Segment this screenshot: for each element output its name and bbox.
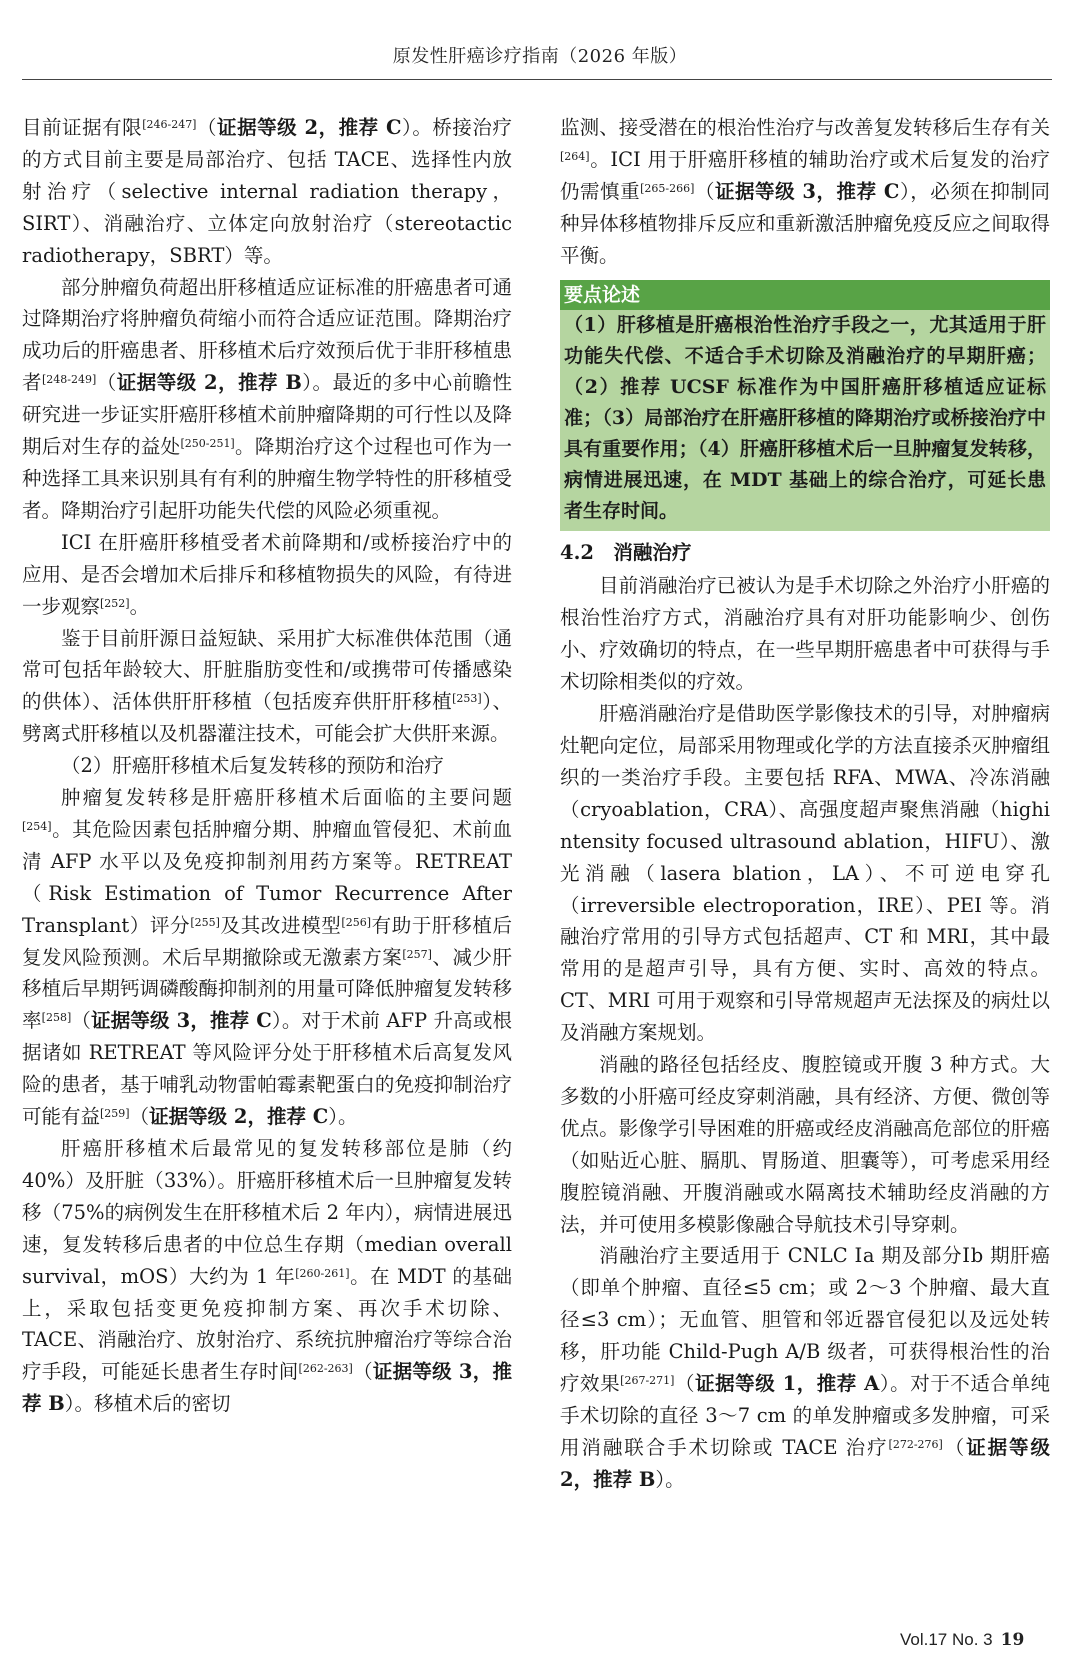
left-paragraph-2: 部分肿瘤负荷超出肝移植适应证标准的肝癌患者可通过降期治疗将肿瘤负荷缩小而符合适应证范围。降期治疗成功后的肝癌患者、肝移植术后疗效预后优于非肝移植患者[248-249]（证据等级 2，推荐 B）。最近的多中心前瞻性研究进一步证实肝癌肝移植术前肿瘤降期的可行性以及降期后对生存的益处[250-251]。降期治疗这个过程也可作为一种选择工具来识别具有有利的肿瘤生物学特性的肝移植受者。降期治疗引起肝功能失代偿的风险必须重视。	[22, 275, 512, 522]
evidence-level: 证据等级 3，推荐 C	[714, 179, 900, 203]
citation: [260-261]	[295, 1266, 350, 1280]
citation: [256]	[341, 915, 371, 929]
citation: [253]	[452, 692, 482, 706]
right-paragraph-4: 消融的路径包括经皮、腹腔镜或开腹 3 种方式。大多数的小肝癌可经皮穿刺消融，具有经济、方便、微创等优点。影像学引导困难的肝癌或经皮消融高危部位的肝癌（如贴近心脏、膈肌、胃肠道、胆囊等），可考虑采用经腹腔镜消融、开腹消融或水隔离技术辅助经皮消融的方法，并可使用多模影像融合导航技术引导穿刺。	[560, 1053, 1050, 1236]
citation: [259]	[100, 1107, 130, 1121]
citation: [267-271]	[620, 1374, 675, 1388]
evidence-level: 证据等级 2，推荐 C	[217, 116, 402, 139]
evidence-level: 证据等级 3，推荐 C	[91, 1009, 272, 1033]
right-column	[560, 112, 1050, 1496]
page-header	[0, 0, 1080, 80]
right-paragraph-1: 监测、接受潜在的根治性治疗与改善复发转移后生存有关[264]。ICI 用于肝癌肝移植的辅助治疗或术后复发的治疗仍需慎重[265-266]（证据等级 3，推荐 C），必须在抑制同种异体移植物排斥反应和重新激活肿瘤免疫反应之间取得平衡。	[560, 116, 1050, 267]
left-paragraph-7: 肝癌肝移植术后最常见的复发转移部位是肺（约 40%）及肝脏（33%）。肝癌肝移植术后一旦肿瘤复发转移（75%的病例发生在肝移植术后 2 年内），病情进展迅速，复发转移后患者的中位总生存期（median overall survival，mOS）大约为 1 年[260-261]。在 MDT 的基础上，采取包括变更免疫抑制方案、再次手术切除、TACE、消融治疗、放射治疗、系统抗肿瘤治疗等综合治疗手段，可能延长患者生存时间[262-263]（证据等级 3，推荐 B）。移植术后的密切	[22, 1137, 512, 1416]
citation: [258]	[41, 1011, 72, 1025]
header-rule	[22, 79, 1052, 80]
evidence-level: 证据等级 2，推荐 C	[149, 1105, 329, 1129]
section-heading: 4.2 消融治疗	[560, 540, 692, 564]
left-paragraph-6: 肿瘤复发转移是肝癌肝移植术后面临的主要问题[254]。其危险因素包括肿瘤分期、肿瘤血管侵犯、术前血清 AFP 水平以及免疫抑制剂用药方案等。RETREAT（Risk Estimation of Tumor Recurrence After Transplant）评分[255]及其改进模型[256]有助于肝移植后复发风险预测。术后早期撤除或无激素方案[257]、减少肝移植后早期钙调磷酸酶抑制剂的用量可降低肿瘤复发转移率[258]（证据等级 3，推荐 C）。对于术前 AFP 升高或根据诸如 RETREAT 等风险评分处于肝移植术后高复发风险的患者，基于哺乳动物雷帕霉素靶蛋白的免疫抑制治疗可能有益[259]（证据等级 2，推荐 C）。	[22, 786, 512, 1129]
citation: [254]	[22, 819, 52, 833]
evidence-level: 证据等级 2，推荐 B	[116, 371, 302, 395]
citation: [246-247]	[142, 118, 197, 131]
left-column	[22, 112, 512, 1420]
journal-volume: Vol.17 No. 3	[900, 1630, 993, 1649]
citation: [272-276]	[888, 1437, 943, 1451]
citation: [255]	[190, 915, 220, 929]
right-paragraph-3: 肝癌消融治疗是借助医学影像技术的引导，对肿瘤病灶靶向定位，局部采用物理或化学的方法直接杀灭肿瘤组织的一类治疗手段。主要包括 RFA、MWA、冷冻消融（cryoablation，CRA）、高强度超声聚焦消融（highi ntensity focused ultrasound ablation，HIFU）、激光消融（lasera blation，LA）、不可逆电穿孔（irreversible electroporation，IRE）、PEI 等。消融治疗常用的引导方式包括超声、CT 和 MRI，其中最常用的是超声引导，具有方便、实时、高效的特点。CT、MRI 可用于观察和引导常规超声无法探及的病灶以及消融方案规划。	[560, 702, 1050, 1045]
left-paragraph-1: 目前证据有限[246-247]（证据等级 2，推荐 C）。桥接治疗的方式目前主要是局部治疗、包括 TACE、选择性内放射治疗（selective internal radiation therapy，SIRT）、消融治疗、立体定向放射治疗（stereotactic radiotherapy，SBRT）等。	[22, 116, 512, 267]
key-points-box	[560, 280, 1050, 531]
citation: [262-263]	[298, 1362, 353, 1376]
citation: [248-249]	[42, 373, 97, 387]
right-paragraph-2: 目前消融治疗已被认为是手术切除之外治疗小肝癌的根治性治疗方式，消融治疗具有对肝功能影响少、创伤小、疗效确切的特点，在一些早期肝癌患者中可获得与手术切除相类似的疗效。	[560, 574, 1050, 694]
page-footer	[900, 1630, 1024, 1650]
left-subheading: （2）肝癌肝移植术后复发转移的预防和治疗	[61, 754, 444, 778]
left-paragraph-3: ICI 在肝癌肝移植受者术前降期和/或桥接治疗中的应用、是否会增加术后排斥和移植物损失的风险，有待进一步观察[252]。	[22, 530, 512, 618]
key-points-body: （1）肝移植是肝癌根治性治疗手段之一，尤其适用于肝功能失代偿、不适合手术切除及消融治疗的早期肝癌；（2）推荐 UCSF 标准作为中国肝癌肝移植适应证标准；（3）局部治疗在肝癌肝移植的降期治疗或桥接治疗中具有重要作用；（4）肝癌肝移植术后一旦肿瘤复发转移，病情进展迅速，在 MDT 基础上的综合治疗，可延长患者生存时间。	[564, 313, 1046, 522]
right-paragraph-5: 消融治疗主要适用于 CNLC Ⅰa 期及部分Ⅰb 期肝癌（即单个肿瘤、直径≤5 cm；或 2～3 个肿瘤、最大直径≤3 cm）；无血管、胆管和邻近器官侵犯以及远处转移，肝功能 Child-Pugh A/B 级者，可获得根治性的治疗效果[267-271]（证据等级 1，推荐 A）。对于不适合单纯手术切除的直径 3～7 cm 的单发肿瘤或多发肿瘤，可采用消融联合手术切除或 TACE 治疗[272-276]（证据等级 2，推荐 B）。	[560, 1244, 1050, 1491]
evidence-level: 证据等级 3，推荐 B	[22, 1360, 512, 1416]
citation: [265-266]	[640, 181, 695, 195]
citation: [264]	[560, 149, 590, 163]
citation: [257]	[402, 947, 432, 961]
left-paragraph-4: 鉴于目前肝源日益短缺、采用扩大标准供体范围（通常可包括年龄较大、肝脏脂肪变性和/或携带可传播感染的供体）、活体供肝肝移植（包括废弃供肝肝移植[253]）、劈离式肝移植以及机器灌注技术，可能会扩大供肝来源。	[22, 626, 512, 746]
running-title: 原发性肝癌诊疗指南（2026 年版）	[392, 46, 688, 67]
page-number: 19	[1000, 1630, 1025, 1650]
evidence-level: 证据等级 2，推荐 B	[560, 1435, 1050, 1491]
citation: [250-251]	[180, 437, 235, 451]
key-points-title: 要点论述	[560, 280, 1050, 310]
citation: [252]	[100, 596, 130, 610]
evidence-level: 证据等级 1，推荐 A	[695, 1372, 880, 1396]
